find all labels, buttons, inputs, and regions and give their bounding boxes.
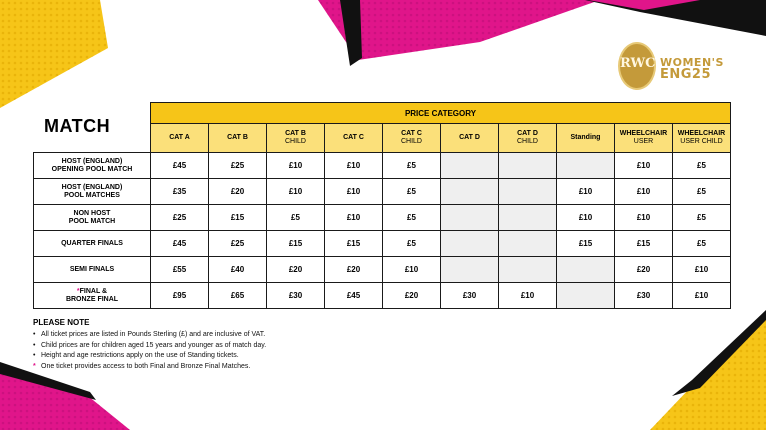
- price-cell-empty: [557, 257, 615, 283]
- row-label-line-2: POOL MATCH: [68, 217, 116, 225]
- table-corner: [34, 103, 151, 124]
- price-cell: £30: [441, 283, 499, 309]
- column-header-label: CAT C: [401, 130, 422, 137]
- price-cell: £10: [325, 153, 383, 179]
- price-cell: £45: [151, 231, 209, 257]
- note-item: [33, 330, 266, 341]
- table-row: [34, 283, 731, 309]
- row-label-line-2: BRONZE FINAL: [65, 295, 119, 303]
- column-header: [209, 124, 267, 153]
- price-cell: £20: [267, 257, 325, 283]
- row-label-line-1: HOST (ENGLAND): [61, 183, 123, 191]
- price-cell: £15: [557, 231, 615, 257]
- column-header-sublabel: CHILD: [284, 138, 306, 145]
- price-cell: £40: [209, 257, 267, 283]
- price-cell-empty: [441, 205, 499, 231]
- price-cell: £65: [209, 283, 267, 309]
- price-cell: £10: [325, 179, 383, 205]
- table-row: [34, 179, 731, 205]
- column-header-sublabel: USER: [633, 138, 654, 145]
- price-cell-empty: [441, 179, 499, 205]
- price-cell: £95: [151, 283, 209, 309]
- column-header-sublabel: CHILD: [400, 138, 422, 145]
- table-corner-2: [34, 124, 151, 153]
- price-cell: £55: [151, 257, 209, 283]
- price-cell: £25: [209, 231, 267, 257]
- note-bullet: •: [33, 341, 36, 349]
- column-header-label: CAT D: [459, 134, 480, 141]
- price-cell: £15: [267, 231, 325, 257]
- event-logo: [618, 42, 736, 94]
- column-header-label: CAT C: [343, 134, 364, 141]
- column-header: [151, 124, 209, 153]
- notes-list: [33, 330, 266, 372]
- row-label: [34, 179, 151, 205]
- price-cell-empty: [441, 257, 499, 283]
- asterisk-marker: *: [76, 287, 80, 295]
- price-cell: £5: [383, 179, 441, 205]
- notes-section: [33, 318, 266, 372]
- price-cell-empty: [441, 153, 499, 179]
- row-label-line-2: POOL MATCHES: [64, 191, 120, 199]
- column-header: [441, 124, 499, 153]
- black-stripe-top: [585, 0, 766, 36]
- price-cell: £5: [673, 179, 731, 205]
- row-label-line-1: SEMI FINALS: [69, 265, 115, 273]
- price-cell: £5: [673, 231, 731, 257]
- price-cell: £20: [209, 179, 267, 205]
- column-header: [615, 124, 673, 153]
- price-cell: £5: [383, 205, 441, 231]
- row-label: [34, 231, 151, 257]
- price-cell-empty: [499, 257, 557, 283]
- row-label: [34, 205, 151, 231]
- price-cell: £10: [499, 283, 557, 309]
- column-header: [383, 124, 441, 153]
- price-cell: £5: [673, 205, 731, 231]
- price-cell: £10: [267, 179, 325, 205]
- note-item: [33, 351, 266, 362]
- price-cell: £5: [673, 153, 731, 179]
- column-header-sublabel: USER CHILD: [680, 138, 723, 145]
- note-text: Child prices are for children aged 15 years and younger as of match day.: [41, 341, 267, 349]
- logo-monogram: RWC: [620, 56, 656, 71]
- price-category-header: PRICE CATEGORY: [151, 103, 731, 124]
- column-header: [557, 124, 615, 153]
- price-cell: £10: [557, 205, 615, 231]
- price-cell: £35: [151, 179, 209, 205]
- price-cell: £10: [615, 179, 673, 205]
- price-cell: £10: [557, 179, 615, 205]
- column-header: [673, 124, 731, 153]
- price-cell: £10: [325, 205, 383, 231]
- price-cell-empty: [557, 153, 615, 179]
- price-cell: £5: [383, 231, 441, 257]
- row-label: [34, 257, 151, 283]
- column-header: [499, 124, 557, 153]
- column-header-label: CAT B: [227, 134, 248, 141]
- column-header-sublabel: CHILD: [516, 138, 538, 145]
- notes-title: PLEASE NOTE: [33, 318, 90, 327]
- price-cell-empty: [499, 153, 557, 179]
- price-cell: £15: [325, 231, 383, 257]
- price-cell-empty: [557, 283, 615, 309]
- price-cell: £45: [151, 153, 209, 179]
- note-text: Height and age restrictions apply on the use of Standing tickets.: [41, 352, 239, 359]
- table-row: [34, 257, 731, 283]
- price-cell: £20: [615, 257, 673, 283]
- price-cell: £25: [209, 153, 267, 179]
- price-cell: £10: [383, 257, 441, 283]
- price-cell: £15: [615, 231, 673, 257]
- note-bullet: •: [33, 331, 36, 338]
- column-header-label: CAT A: [169, 134, 190, 141]
- column-header-label: Standing: [570, 134, 601, 141]
- logo-line-1: WOMEN'S: [660, 56, 724, 69]
- row-label: [34, 283, 151, 309]
- note-item: [33, 341, 266, 352]
- price-cell: £10: [673, 283, 731, 309]
- price-cell: £10: [673, 257, 731, 283]
- rugby-ball-logo-icon: [618, 42, 656, 90]
- price-cell-empty: [499, 179, 557, 205]
- note-text: All ticket prices are listed in Pounds Sterling (£) and are inclusive of VAT.: [41, 331, 266, 338]
- column-header-label: WHEELCHAIR: [677, 130, 726, 137]
- column-header-label: CAT B: [285, 130, 306, 137]
- column-header-label: WHEELCHAIR: [619, 130, 668, 137]
- row-label-line-2: OPENING POOL MATCH: [51, 165, 133, 173]
- column-header: [267, 124, 325, 153]
- price-cell: £10: [615, 205, 673, 231]
- row-label-line-1: NON HOST: [73, 209, 111, 217]
- table-row: [34, 205, 731, 231]
- note-bullet: *: [33, 362, 36, 370]
- price-cell-empty: [499, 205, 557, 231]
- price-cell: £25: [151, 205, 209, 231]
- row-label-line-1: HOST (ENGLAND): [61, 157, 123, 165]
- price-cell: £10: [267, 153, 325, 179]
- price-cell: £20: [325, 257, 383, 283]
- price-cell: £5: [267, 205, 325, 231]
- note-bullet: •: [33, 352, 36, 359]
- row-label-line-1: FINAL &: [79, 287, 108, 295]
- note-item: [33, 362, 266, 373]
- price-cell: £10: [615, 153, 673, 179]
- note-text: One ticket provides access to both Final and Bronze Final Matches.: [41, 362, 251, 370]
- price-cell: £30: [615, 283, 673, 309]
- row-label: [34, 153, 151, 179]
- row-label-line-1: QUARTER FINALS: [61, 239, 123, 247]
- price-cell: £20: [383, 283, 441, 309]
- table-row: [34, 153, 731, 179]
- price-cell-empty: [441, 231, 499, 257]
- price-cell: £15: [209, 205, 267, 231]
- match-title: MATCH: [44, 116, 111, 136]
- price-cell-empty: [499, 231, 557, 257]
- price-cell: £45: [325, 283, 383, 309]
- price-cell: £30: [267, 283, 325, 309]
- price-table: [33, 102, 731, 309]
- price-cell: £5: [383, 153, 441, 179]
- column-header: [325, 124, 383, 153]
- logo-line-2: ENG25: [660, 67, 712, 82]
- table-row: [34, 231, 731, 257]
- column-header-label: CAT D: [517, 130, 538, 137]
